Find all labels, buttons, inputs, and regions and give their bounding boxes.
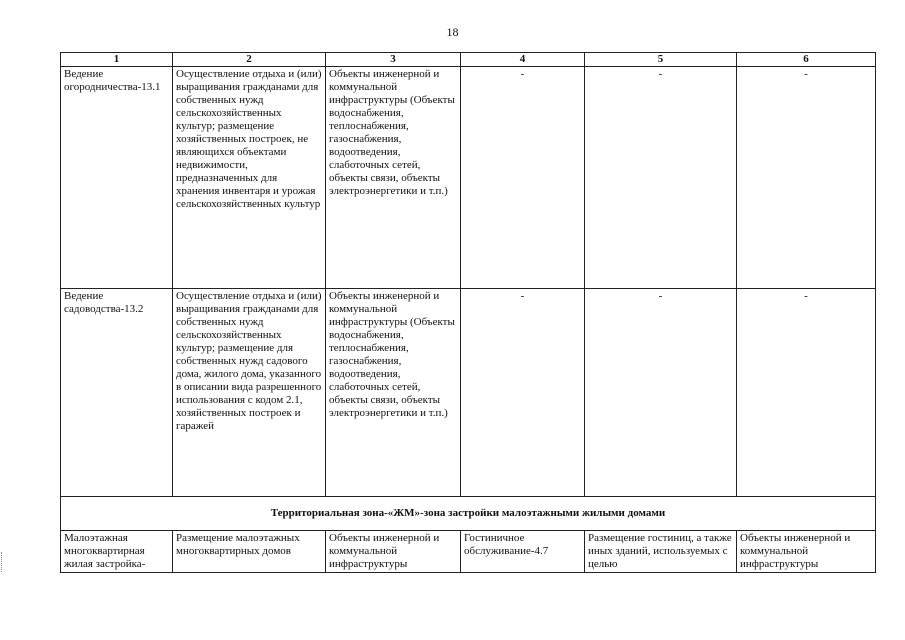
land-use-type-cell: Малоэтажная многоквартирная жилая застройка- — [61, 531, 173, 573]
auxiliary-use-cell: Объекты инженерной и коммунальной инфраструктуры (Объекты водоснабжения, теплоснабжения, газоснабжения, водоотведения, слаботочных сетей, объекты связи, объекты электроэнергетики и т.п.) — [326, 289, 461, 497]
conditional-use-cell: - — [461, 289, 585, 497]
header-cell-4: 4 — [461, 53, 585, 67]
scan-edge-marks — [1, 552, 6, 572]
table-row — [61, 67, 876, 289]
page-number: 18 — [446, 25, 459, 39]
land-use-description-cell: Осуществление отдыха и (или) выращивания гражданами для собственных нужд сельскохозяйственных культур; размещение хозяйственных построек, не являющихся объектами недвижимости, предназначенных для хранения инвентаря и урожая сельскохозяйственных культур — [173, 67, 326, 289]
conditional-auxiliary-cell: - — [737, 289, 876, 497]
land-use-type-cell: Ведение садоводства-13.2 — [61, 289, 173, 497]
auxiliary-use-cell: Объекты инженерной и коммунальной инфраструктуры (Объекты водоснабжения, теплоснабжения, газоснабжения, водоотведения, слаботочных сетей, объекты связи, объекты электроэнергетики и т.п.) — [326, 67, 461, 289]
header-row — [61, 53, 876, 67]
conditional-use-cell: Гостиничное обслуживание-4.7 — [461, 531, 585, 573]
land-use-description-cell: Размещение малоэтажных многоквартирных домов — [173, 531, 326, 573]
table-row — [61, 289, 876, 497]
conditional-auxiliary-cell: - — [737, 67, 876, 289]
conditional-description-cell: - — [585, 289, 737, 497]
conditional-use-cell: - — [461, 67, 585, 289]
zoning-table — [60, 52, 876, 573]
header-cell-3: 3 — [326, 53, 461, 67]
conditional-auxiliary-cell: Объекты инженерной и коммунальной инфраструктуры — [737, 531, 876, 573]
auxiliary-use-cell: Объекты инженерной и коммунальной инфраструктуры — [326, 531, 461, 573]
header-cell-2: 2 — [173, 53, 326, 67]
land-use-description-cell: Осуществление отдыха и (или) выращивания гражданами для собственных нужд сельскохозяйственных культур; размещение для собственных нужд садового дома, жилого дома, указанного в описании вида разрешенного использования с кодом 2.1, хозяйственных построек и гаражей — [173, 289, 326, 497]
header-cell-1: 1 — [61, 53, 173, 67]
zone-title: Территориальная зона-«ЖМ»-зона застройки малоэтажными жилыми домами — [61, 497, 876, 531]
header-cell-6: 6 — [737, 53, 876, 67]
conditional-description-cell: Размещение гостиниц, а также иных зданий, используемых с целью — [585, 531, 737, 573]
table-row — [61, 531, 876, 573]
land-use-type-cell: Ведение огородничества-13.1 — [61, 67, 173, 289]
header-cell-5: 5 — [585, 53, 737, 67]
conditional-description-cell: - — [585, 67, 737, 289]
zone-title-row — [61, 497, 876, 531]
